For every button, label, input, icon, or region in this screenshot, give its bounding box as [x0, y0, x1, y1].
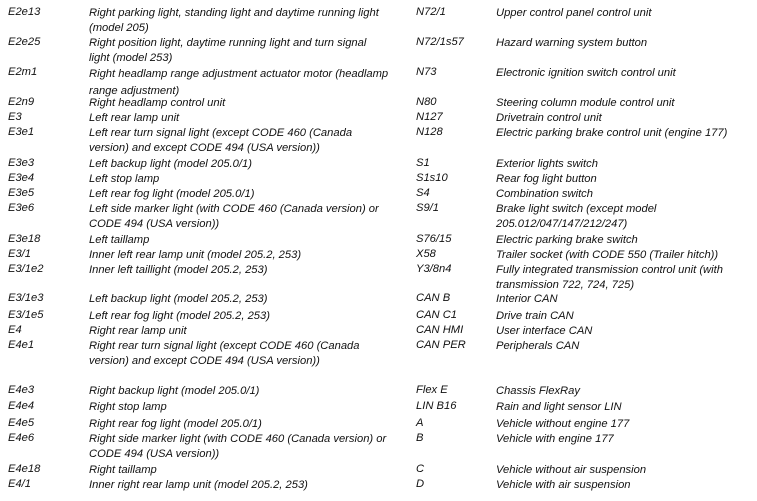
legend-description: Electric parking brake control unit (engine 177): [496, 127, 728, 139]
legend-code: E3: [8, 111, 22, 123]
legend-code: D: [416, 478, 425, 490]
legend-code: E3e18: [8, 233, 41, 245]
legend-description: Left rear turn signal light (except CODE 460 (Canada version) and except CODE 494 (USA version)): [89, 127, 353, 154]
legend-description: Upper control panel control unit: [496, 7, 652, 19]
legend-code: E2n9: [8, 96, 35, 108]
legend-description: Rear fog light button: [496, 173, 597, 185]
legend-code: N80: [416, 96, 437, 108]
legend-description: Left rear fog light (model 205.2, 253): [89, 310, 270, 322]
legend-description: Right taillamp: [89, 464, 157, 476]
legend-description: Inner right rear lamp unit (model 205.2, 253): [89, 479, 308, 491]
legend-description: Electronic ignition switch control unit: [496, 67, 676, 79]
legend-description: Steering column module control unit: [496, 97, 675, 109]
legend-code: C: [416, 463, 425, 475]
legend-code: E3e5: [8, 187, 35, 199]
legend-description: Right side marker light (with CODE 460 (Canada version) or CODE 494 (USA version)): [89, 433, 387, 460]
legend-code: E3/1: [8, 248, 32, 260]
legend-code: E3/1e5: [8, 309, 44, 321]
legend-description: Left side marker light (with CODE 460 (Canada version) or CODE 494 (USA version)): [89, 203, 379, 230]
legend-description: Vehicle without air suspension: [496, 464, 647, 476]
legend-description: Left stop lamp: [89, 173, 160, 185]
legend-code: E4e5: [8, 417, 35, 429]
legend-code: CAN C1: [416, 309, 458, 321]
legend-code: E3e6: [8, 202, 35, 214]
legend-code: S76/15: [416, 233, 452, 245]
legend-description: Hazard warning system button: [496, 37, 648, 49]
legend-code: E4e1: [8, 339, 35, 351]
legend-code: CAN HMI: [416, 324, 464, 336]
legend-description: Trailer socket (with CODE 550 (Trailer hitch)): [496, 249, 719, 261]
legend-code: A: [416, 417, 424, 429]
legend-code: E3/1e3: [8, 292, 44, 304]
legend-description: Right position light, daytime running light and turn signal light (model 253): [89, 37, 367, 64]
legend-description: Fully integrated transmission control unit (with transmission 722, 724, 725): [496, 264, 723, 291]
legend-code: N72/1s57: [416, 36, 464, 48]
legend-description: Combination switch: [496, 188, 594, 200]
legend-code: E2e13: [8, 6, 41, 18]
legend-description: Chassis FlexRay: [496, 385, 580, 397]
legend-code: E3e1: [8, 126, 35, 138]
legend-description: Right rear turn signal light (except CODE 460 (Canada version) and except CODE 494 (USA version)): [89, 340, 360, 367]
legend-description: Right parking light, standing light and daytime running light (model 205): [89, 7, 379, 34]
legend-description: Left rear lamp unit: [89, 112, 180, 124]
legend-description: Inner left taillight (model 205.2, 253): [89, 264, 268, 276]
legend-description: Inner left rear lamp unit (model 205.2, 253): [89, 249, 302, 261]
legend-code: CAN PER: [416, 339, 466, 351]
legend-code: S1s10: [416, 172, 448, 184]
legend-code: N72/1: [416, 6, 446, 18]
legend-description: Rain and light sensor LIN: [496, 401, 622, 413]
legend-description: Left taillamp: [89, 234, 150, 246]
legend-code: N73: [416, 66, 437, 78]
legend-description: Right headlamp control unit: [89, 97, 226, 109]
legend-description: Left backup light (model 205.2, 253): [89, 293, 268, 305]
legend-code: Y3/8n4: [416, 263, 452, 275]
legend-code: N127: [416, 111, 443, 123]
legend-code: E4: [8, 324, 22, 336]
legend-description: Vehicle with air suspension: [496, 479, 631, 491]
legend-code: S4: [416, 187, 430, 199]
legend-description: Exterior lights switch: [496, 158, 598, 170]
legend-code: E3e4: [8, 172, 35, 184]
legend-code: E4e3: [8, 384, 35, 396]
legend-description: Left rear fog light (model 205.0/1): [89, 188, 255, 200]
legend-code: E3e3: [8, 157, 35, 169]
legend-code: E4/1: [8, 478, 32, 490]
legend-code: Flex E: [416, 384, 448, 396]
legend-description: User interface CAN: [496, 325, 593, 337]
legend-code: E4e18: [8, 463, 41, 475]
legend-description: Right rear lamp unit: [89, 325, 187, 337]
legend-description: Right backup light (model 205.0/1): [89, 385, 260, 397]
legend-description: Vehicle with engine 177: [496, 433, 614, 445]
legend-code: CAN B: [416, 292, 451, 304]
legend-description: Vehicle without engine 177: [496, 418, 630, 430]
legend-description: Drive train CAN: [496, 310, 574, 322]
legend-code: S1: [416, 157, 430, 169]
legend-code: X58: [416, 248, 436, 260]
legend-description: Right headlamp range adjustment actuator motor (headlamp range adjustment): [89, 68, 389, 97]
legend-code: B: [416, 432, 424, 444]
legend-code: E4e4: [8, 400, 35, 412]
legend-description: Right rear fog light (model 205.0/1): [89, 418, 262, 430]
legend-code: LIN B16: [416, 400, 457, 412]
legend-code: E2m1: [8, 66, 38, 78]
legend-code: E3/1e2: [8, 263, 44, 275]
legend-description: Right stop lamp: [89, 401, 167, 413]
legend-code: N128: [416, 126, 443, 138]
legend-description: Left backup light (model 205.0/1): [89, 158, 252, 170]
legend-code: S9/1: [416, 202, 440, 214]
legend-description: Interior CAN: [496, 293, 558, 305]
legend-description: Electric parking brake switch: [496, 234, 638, 246]
legend-code: E2e25: [8, 36, 41, 48]
legend-code: E4e6: [8, 432, 35, 444]
legend-description: Peripherals CAN: [496, 340, 580, 352]
legend-description: Drivetrain control unit: [496, 112, 602, 124]
legend-description: Brake light switch (except model 205.012/047/147/212/247): [496, 203, 657, 230]
